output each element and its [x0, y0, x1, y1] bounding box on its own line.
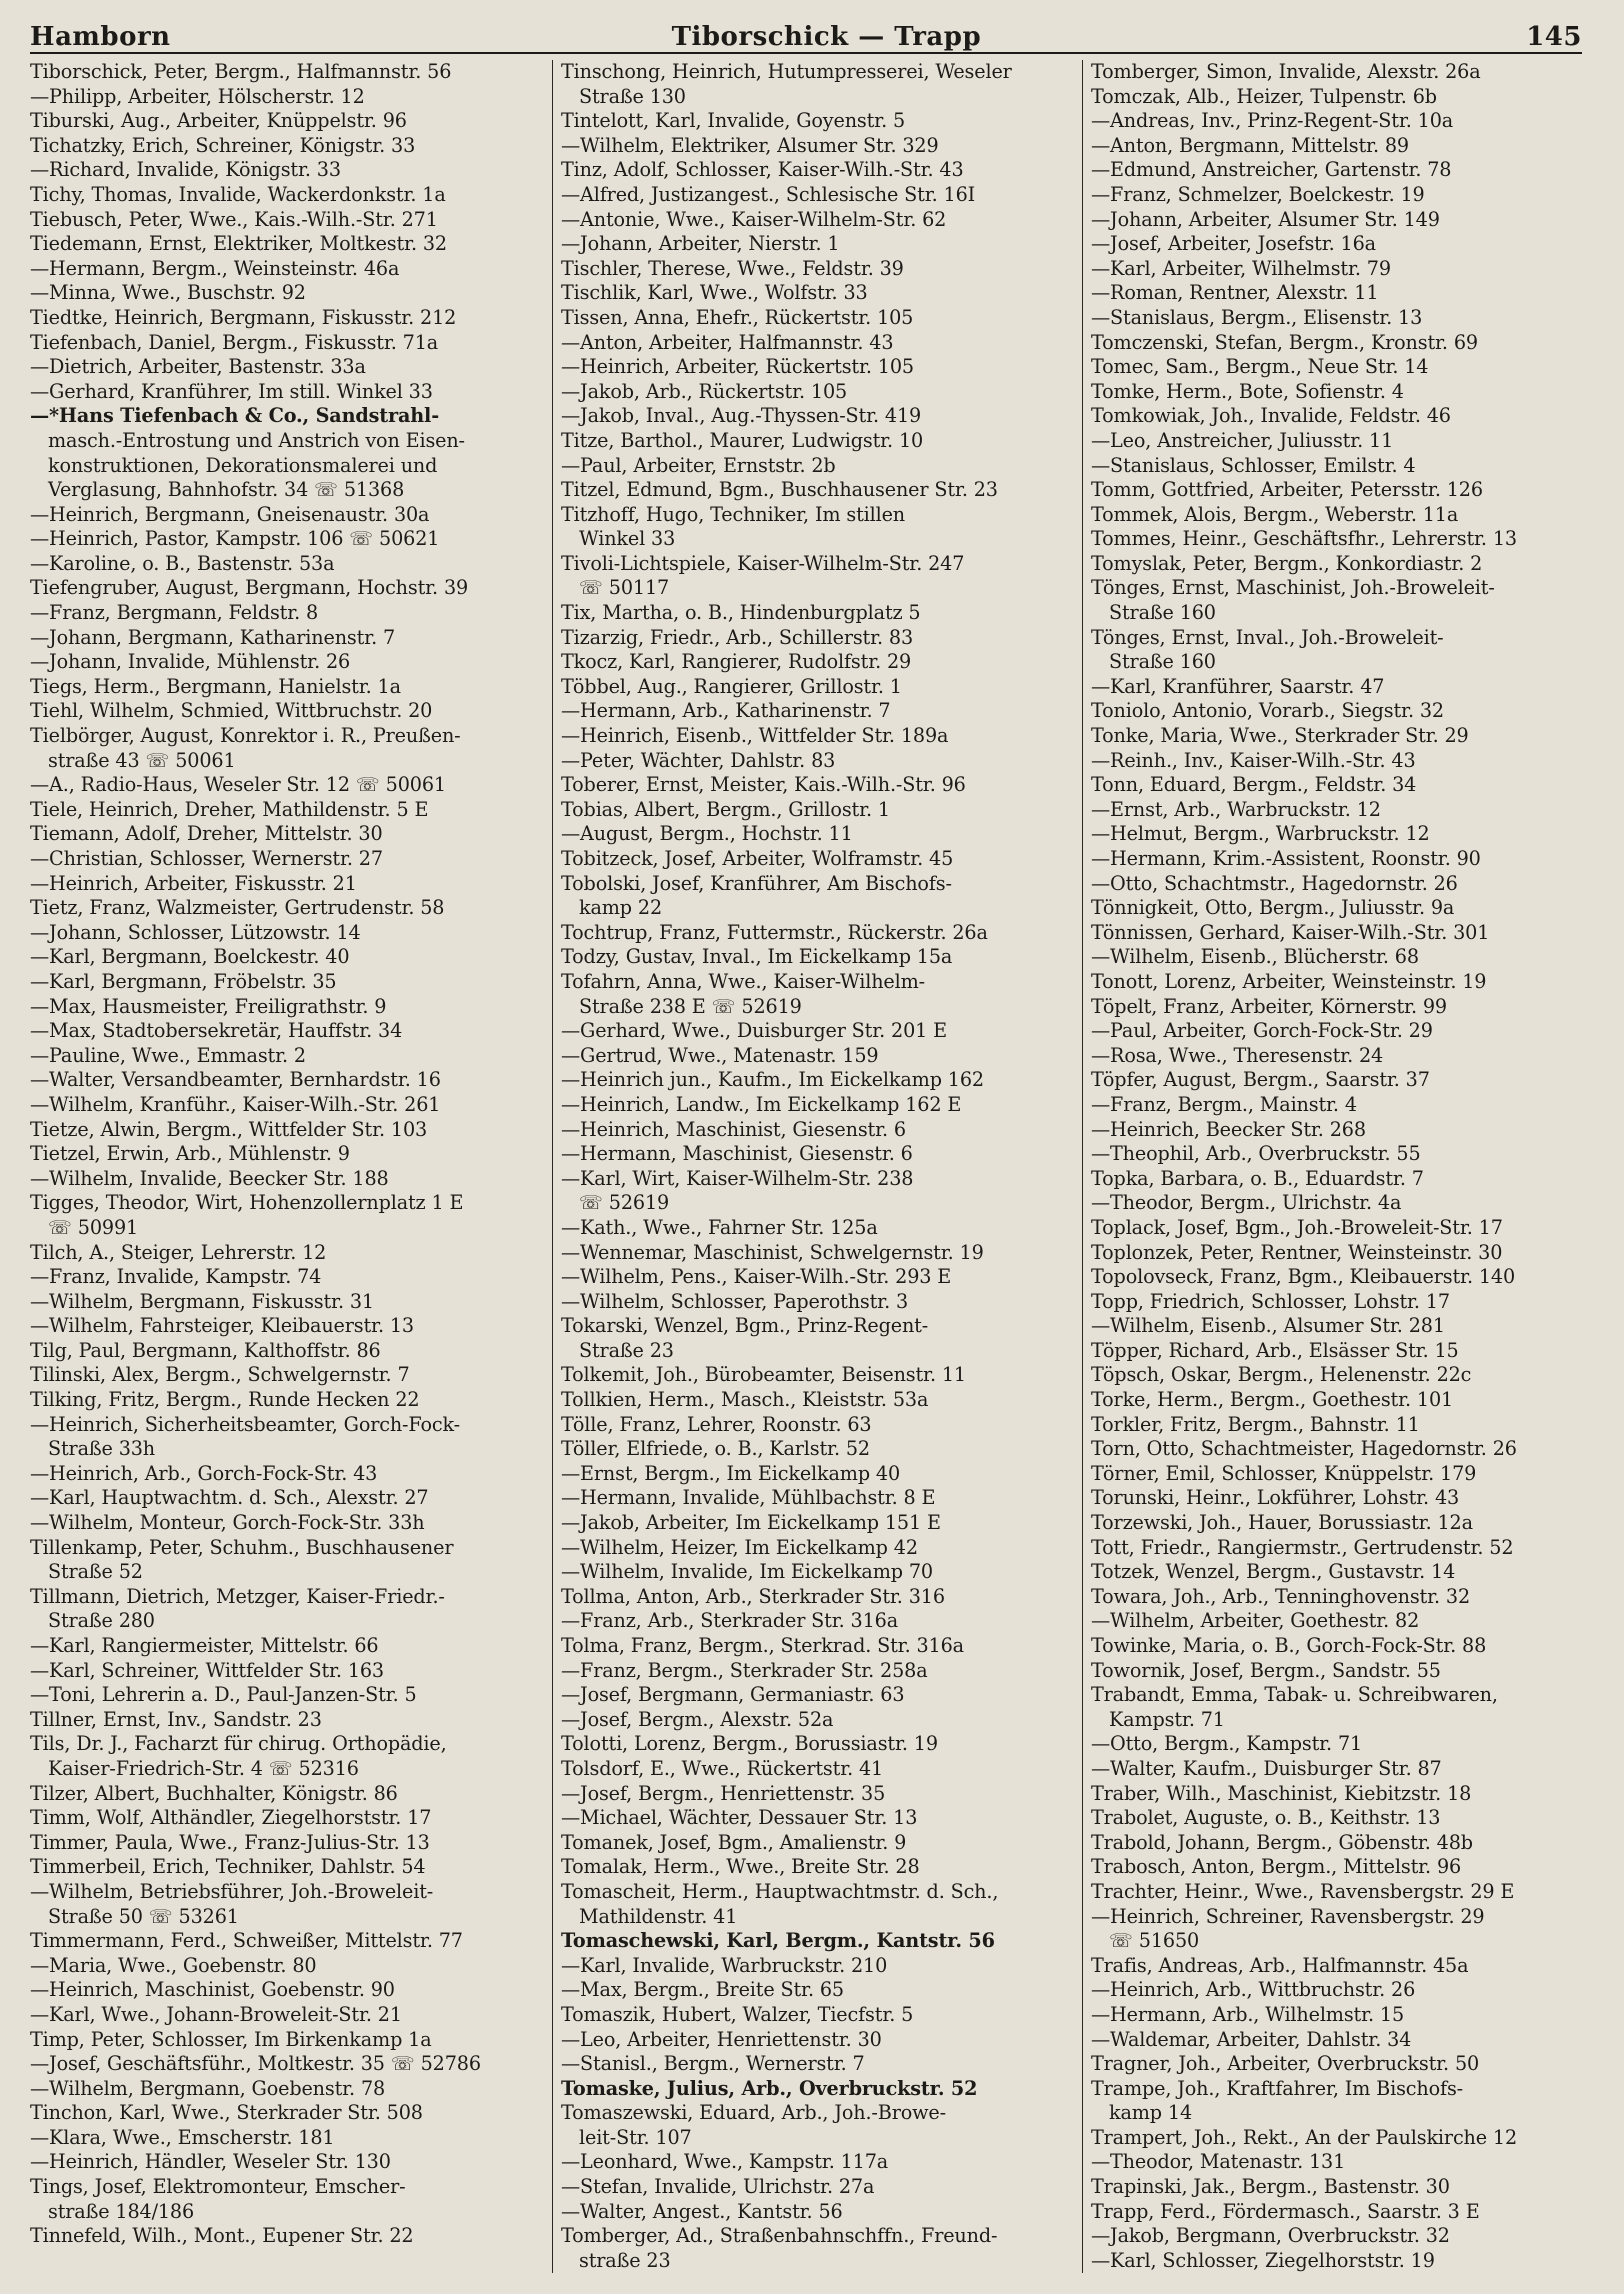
- directory-entry: —Franz, Invalide, Kampstr. 74: [30, 1265, 322, 1289]
- directory-entry: —Heinrich, Pastor, Kampstr. 106 ☏ 50621: [30, 527, 440, 551]
- directory-entry: —Kath., Wwe., Fahrner Str. 125a: [561, 1215, 878, 1239]
- directory-entry: Tofahrn, Anna, Wwe., Kaiser-Wilhelm-: [561, 969, 925, 993]
- directory-entry: Tischlik, Karl, Wwe., Wolfstr. 33: [561, 281, 868, 305]
- directory-entry: Towara, Joh., Arb., Tenninghovenstr. 32: [1091, 1584, 1471, 1608]
- directory-entry: Tomaske, Julius, Arb., Overbruckstr. 52: [561, 2076, 978, 2100]
- directory-entry: Timmerbeil, Erich, Techniker, Dahlstr. 54: [30, 1855, 426, 1879]
- directory-entry: —Paul, Arbeiter, Ernststr. 2b: [561, 453, 836, 477]
- directory-entry: —Heinrich, Maschinist, Giesenstr. 6: [561, 1117, 906, 1141]
- directory-entry: Többel, Aug., Rangierer, Grillostr. 1: [561, 674, 902, 698]
- directory-entry: Todzy, Gustav, Inval., Im Eickelkamp 15a: [561, 945, 953, 969]
- directory-entry: —Pauline, Wwe., Emmastr. 2: [30, 1043, 306, 1067]
- directory-entry: straße 43 ☏ 50061: [48, 748, 236, 772]
- directory-entry: straße 184/186: [48, 2199, 195, 2223]
- directory-entry: kamp 22: [579, 896, 663, 920]
- directory-entry: —Josef, Bergm., Henriettenstr. 35: [561, 1781, 886, 1805]
- directory-entry: —Franz, Schmelzer, Boelckestr. 19: [1091, 182, 1425, 206]
- directory-entry: —Karl, Rangiermeister, Mittelstr. 66: [30, 1634, 379, 1657]
- directory-entry: —Gertrud, Wwe., Matenastr. 159: [561, 1043, 879, 1067]
- directory-entry: Tolma, Franz, Bergm., Sterkrad. Str. 316a: [561, 1634, 964, 1657]
- directory-entry: Toplonzek, Peter, Rentner, Weinsteinstr. 30: [1091, 1240, 1503, 1264]
- directory-entry: Straße 280: [48, 1609, 155, 1633]
- directory-entry: Trapinski, Jak., Bergm., Bastenstr. 30: [1091, 2175, 1450, 2199]
- directory-entry: Tott, Friedr., Rangiermstr., Gertrudenstr. 52: [1091, 1535, 1514, 1559]
- page-number: 145: [1526, 22, 1582, 52]
- directory-entry: Tokarski, Wenzel, Bgm., Prinz-Regent-: [561, 1314, 929, 1338]
- directory-entry: —Heinrich, Eisenb., Wittfelder Str. 189a: [561, 724, 949, 748]
- directory-entry: Tilking, Fritz, Bergm., Runde Hecken 22: [30, 1388, 420, 1412]
- directory-entry: —Anton, Arbeiter, Halfmannstr. 43: [561, 330, 894, 354]
- directory-entry: Kampstr. 71: [1109, 1707, 1225, 1731]
- directory-entry: Tobitzeck, Josef, Arbeiter, Wolframstr. 45: [561, 847, 954, 870]
- directory-entry: Tilch, A., Steiger, Lehrerstr. 12: [30, 1240, 327, 1264]
- directory-entry: —Josef, Geschäftsführ., Moltkestr. 35 ☏ 52786: [30, 2052, 481, 2076]
- directory-entry: Trampert, Joh., Rekt., An der Paulskirche 12: [1091, 2125, 1518, 2149]
- directory-entry: —Hermann, Arb., Katharinenstr. 7: [561, 699, 891, 723]
- directory-entry: Torn, Otto, Schachtmeister, Hagedornstr. 26: [1091, 1437, 1517, 1461]
- directory-entry: Toniolo, Antonio, Vorarb., Siegstr. 32: [1091, 699, 1444, 723]
- directory-entry: —Theodor, Bergm., Ulrichstr. 4a: [1091, 1191, 1402, 1215]
- directory-entry: Tiele, Heinrich, Dreher, Mathildenstr. 5 E: [30, 797, 429, 821]
- directory-entry: ☏ 50991: [48, 1215, 139, 1239]
- directory-entry: —Karoline, o. B., Bastenstr. 53a: [30, 551, 335, 575]
- directory-entry: —Rosa, Wwe., Theresenstr. 24: [1091, 1043, 1384, 1067]
- directory-entry: ☏ 51650: [1109, 1929, 1200, 1953]
- directory-entry: —Karl, Schlosser, Ziegelhorststr. 19: [1091, 2248, 1435, 2272]
- directory-entry: Titzhoff, Hugo, Techniker, Im stillen: [561, 502, 906, 526]
- directory-entry: —Helmut, Bergm., Warbruckstr. 12: [1091, 822, 1430, 846]
- directory-entry: Tomaschewski, Karl, Bergm., Kantstr. 56: [561, 1929, 995, 1953]
- directory-entry: Tomaszewski, Eduard, Arb., Joh.-Browe-: [561, 2101, 946, 2125]
- directory-entry: Straße 160: [1109, 601, 1216, 625]
- directory-entry: —Wilhelm, Eisenb., Blücherstr. 68: [1091, 945, 1419, 969]
- directory-entry: —Max, Bergm., Breite Str. 65: [561, 1978, 844, 2002]
- directory-entry: Trabandt, Emma, Tabak- u. Schreibwaren,: [1091, 1683, 1498, 1707]
- directory-entry: Tinchon, Karl, Wwe., Sterkrader Str. 508: [30, 2101, 423, 2125]
- directory-entry: Tielbörger, August, Konrektor i. R., Preußen-: [30, 724, 461, 748]
- directory-entry: —Gerhard, Wwe., Duisburger Str. 201 E: [561, 1019, 948, 1043]
- directory-entry: —Josef, Arbeiter, Josefstr. 16a: [1091, 232, 1376, 256]
- directory-entry: Tonott, Lorenz, Arbeiter, Weinsteinstr. 19: [1091, 969, 1487, 993]
- directory-entry: Töller, Elfriede, o. B., Karlstr. 52: [561, 1437, 870, 1461]
- directory-entry: Tillenkamp, Peter, Schuhm., Buschhausener: [30, 1535, 454, 1559]
- directory-entry: —Minna, Wwe., Buschstr. 92: [30, 281, 306, 305]
- directory-entry: —Wilhelm, Kranführ., Kaiser-Wilh.-Str. 261: [30, 1092, 441, 1116]
- directory-entry: —Richard, Invalide, Königstr. 33: [30, 158, 341, 182]
- directory-entry: —Franz, Bergm., Mainstr. 4: [1091, 1092, 1357, 1116]
- directory-entry: Verglasung, Bahnhofstr. 34 ☏ 51368: [48, 478, 405, 502]
- directory-entry: kamp 14: [1109, 2101, 1193, 2125]
- directory-entry: —Wilhelm, Heizer, Im Eickelkamp 42: [561, 1535, 918, 1559]
- directory-entry: Tomczenski, Stefan, Bergm., Kronstr. 69: [1091, 330, 1478, 354]
- directory-entry: —Karl, Arbeiter, Wilhelmstr. 79: [1091, 256, 1391, 280]
- directory-entry: Tiehl, Wilhelm, Schmied, Wittbruchstr. 20: [30, 699, 433, 723]
- directory-entry: —Leonhard, Wwe., Kampstr. 117a: [561, 2150, 889, 2174]
- directory-entry: —Waldemar, Arbeiter, Dahlstr. 34: [1091, 2027, 1412, 2051]
- directory-entry: Tilg, Paul, Bergmann, Kalthoffstr. 86: [30, 1338, 381, 1362]
- directory-entry: —Wilhelm, Betriebsführer, Joh.-Broweleit-: [30, 1879, 434, 1903]
- directory-entry: —Stefan, Invalide, Ulrichstr. 27a: [561, 2175, 875, 2199]
- directory-entry: Topolovseck, Franz, Bgm., Kleibauerstr. 140: [1091, 1265, 1516, 1289]
- directory-entry: Törner, Emil, Schlosser, Knüppelstr. 179: [1091, 1461, 1477, 1485]
- directory-entry: —*Hans Tiefenbach & Co., Sandstrahl-: [30, 404, 440, 428]
- directory-entry: —Toni, Lehrerin a. D., Paul-Janzen-Str. 5: [30, 1683, 417, 1707]
- directory-entry: —Wennemar, Maschinist, Schwelgernstr. 19: [561, 1240, 984, 1264]
- directory-entry: Tomyslak, Peter, Bergm., Konkordiastr. 2: [1091, 551, 1483, 575]
- directory-entry: —Heinrich, Sicherheitsbeamter, Gorch-Fock-: [30, 1412, 460, 1436]
- directory-entry: ☏ 52619: [579, 1191, 670, 1215]
- directory-entry: Titze, Barthol., Maurer, Ludwigstr. 10: [561, 428, 924, 452]
- directory-entry: —Johann, Arbeiter, Alsumer Str. 149: [1091, 207, 1440, 231]
- directory-entry: Kaiser-Friedrich-Str. 4 ☏ 52316: [48, 1756, 359, 1780]
- directory-entry: Tivoli-Lichtspiele, Kaiser-Wilhelm-Str. 247: [561, 551, 965, 575]
- directory-entry: Straße 33h: [48, 1437, 156, 1461]
- directory-entry: —Wilhelm, Fahrsteiger, Kleibauerstr. 13: [30, 1314, 414, 1338]
- directory-entry: Straße 160: [1109, 650, 1216, 674]
- directory-entry: —Heinrich, Schreiner, Ravensbergstr. 29: [1091, 1904, 1485, 1928]
- directory-entry: —Wilhelm, Invalide, Beecker Str. 188: [30, 1166, 389, 1190]
- directory-entry: Tobolski, Josef, Kranführer, Am Bischofs-: [561, 871, 952, 895]
- directory-entry: Tix, Martha, o. B., Hindenburgplatz 5: [561, 601, 921, 625]
- directory-entry: Titzel, Edmund, Bgm., Buschhausener Str. 23: [561, 478, 998, 502]
- directory-entry: —Leo, Arbeiter, Henriettenstr. 30: [561, 2027, 882, 2051]
- directory-entry: Toplack, Josef, Bgm., Joh.-Broweleit-Str. 17: [1091, 1215, 1503, 1239]
- directory-entry: Timm, Wolf, Althändler, Ziegelhorststr. 17: [30, 1806, 432, 1830]
- directory-entry: —Reinh., Inv., Kaiser-Wilh.-Str. 43: [1091, 748, 1416, 772]
- directory-entry: Traber, Wilh., Maschinist, Kiebitzstr. 18: [1091, 1781, 1472, 1805]
- directory-entry: Tinschong, Heinrich, Hutumpresserei, Weseler: [561, 60, 1012, 83]
- directory-entry: —Karl, Wirt, Kaiser-Wilhelm-Str. 238: [561, 1166, 914, 1190]
- directory-entry: Tönges, Ernst, Inval., Joh.-Broweleit-: [1091, 625, 1444, 649]
- directory-entry: Tonn, Eduard, Bergm., Feldstr. 34: [1091, 773, 1417, 797]
- directory-entry: Tomkowiak, Joh., Invalide, Feldstr. 46: [1091, 404, 1451, 428]
- directory-entry: Tiborschick, Peter, Bergm., Halfmannstr. 56: [30, 60, 452, 83]
- directory-entry: Tils, Dr. J., Facharzt für chirug. Orthopädie,: [30, 1732, 447, 1756]
- directory-entry: Tönnigkeit, Otto, Bergm., Juliusstr. 9a: [1091, 896, 1455, 920]
- directory-entry: —Dietrich, Arbeiter, Bastenstr. 33a: [30, 355, 366, 379]
- directory-entry: Tomascheit, Herm., Hauptwachtmstr. d. Sch.,: [561, 1879, 999, 1903]
- directory-entry: —Maria, Wwe., Goebenstr. 80: [30, 1953, 317, 1977]
- directory-entry: Tobias, Albert, Bergm., Grillostr. 1: [561, 797, 890, 821]
- directory-entry: Tietz, Franz, Walzmeister, Gertrudenstr. 58: [30, 896, 445, 920]
- directory-entry: —August, Bergm., Hochstr. 11: [561, 822, 853, 846]
- directory-entry: leit-Str. 107: [579, 2125, 692, 2149]
- directory-entry: —Walter, Angest., Kantstr. 56: [561, 2199, 843, 2223]
- directory-entry: —Jakob, Inval., Aug.-Thyssen-Str. 419: [561, 404, 922, 428]
- directory-entry: —Anton, Bergmann, Mittelstr. 89: [1091, 133, 1409, 157]
- directory-entry: —Gerhard, Kranführer, Im still. Winkel 33: [30, 379, 433, 403]
- directory-entry: —Johann, Schlosser, Lützowstr. 14: [30, 920, 361, 944]
- directory-entry: Tomberger, Simon, Invalide, Alexstr. 26a: [1091, 60, 1481, 83]
- directory-entry: Timmer, Paula, Wwe., Franz-Julius-Str. 13: [30, 1830, 430, 1854]
- directory-entry: konstruktionen, Dekorationsmalerei und: [48, 453, 438, 477]
- directory-entry: —Jakob, Arbeiter, Im Eickelkamp 151 E: [561, 1511, 941, 1535]
- directory-entry: Tochtrup, Franz, Futtermstr., Rückerstr. 26a: [561, 920, 988, 944]
- directory-entry: —Karl, Hauptwachtm. d. Sch., Alexstr. 27: [30, 1486, 429, 1510]
- directory-entry: Straße 130: [579, 84, 686, 108]
- directory-entry: Tomberger, Ad., Straßenbahnschffn., Freund-: [561, 2224, 998, 2248]
- directory-entry: Tichatzky, Erich, Schreiner, Königstr. 33: [30, 133, 416, 157]
- column-2: [552, 60, 1080, 2273]
- directory-entry: Tommes, Heinr., Geschäftsfhr., Lehrerstr. 13: [1091, 527, 1517, 551]
- directory-entry: Töpsch, Oskar, Bergm., Helenenstr. 22c: [1091, 1363, 1472, 1387]
- directory-entry: Tolotti, Lorenz, Bergm., Borussiastr. 19: [561, 1732, 938, 1756]
- directory-entry: —Karl, Schreiner, Wittfelder Str. 163: [30, 1658, 384, 1682]
- directory-entry: —Michael, Wächter, Dessauer Str. 13: [561, 1806, 918, 1830]
- directory-entry: —Hermann, Invalide, Mühlbachstr. 8 E: [561, 1486, 936, 1510]
- directory-entry: —Ernst, Arb., Warbruckstr. 12: [1091, 797, 1381, 821]
- directory-entry: Tichy, Thomas, Invalide, Wackerdonkstr. 1a: [30, 182, 446, 206]
- directory-entry: Tollma, Anton, Arb., Sterkrader Str. 316: [561, 1584, 945, 1608]
- directory-entry: —Karl, Invalide, Warbruckstr. 210: [561, 1953, 888, 1977]
- directory-entry: —Hermann, Maschinist, Giesenstr. 6: [561, 1142, 913, 1166]
- directory-entry: Trampe, Joh., Kraftfahrer, Im Bischofs-: [1091, 2076, 1463, 2100]
- directory-entry: Towinke, Maria, o. B., Gorch-Fock-Str. 88: [1091, 1634, 1487, 1657]
- directory-entry: —Walter, Versandbeamter, Bernhardstr. 16: [30, 1068, 441, 1092]
- directory-entry: —Wilhelm, Eisenb., Alsumer Str. 281: [1091, 1314, 1445, 1338]
- directory-entry: —Franz, Arb., Sterkrader Str. 316a: [561, 1609, 898, 1633]
- directory-entry: —Johann, Arbeiter, Nierstr. 1: [561, 232, 840, 256]
- directory-entry: —Wilhelm, Monteur, Gorch-Fock-Str. 33h: [30, 1511, 425, 1535]
- directory-entry: Tilinski, Alex, Bergm., Schwelgernstr. 7: [30, 1363, 410, 1387]
- directory-entry: Straße 238 E ☏ 52619: [579, 994, 802, 1018]
- directory-entry: Straße 23: [579, 1338, 674, 1362]
- directory-entry: Straße 52: [48, 1560, 143, 1584]
- directory-entry: Tizarzig, Friedr., Arb., Schillerstr. 83: [561, 625, 914, 649]
- header-city: Hamborn: [30, 22, 171, 52]
- directory-entry: Tiedemann, Ernst, Elektriker, Moltkestr. 32: [30, 232, 447, 256]
- directory-entry: —A., Radio-Haus, Weseler Str. 12 ☏ 50061: [30, 773, 446, 797]
- directory-entry: —Theodor, Matenastr. 131: [1091, 2150, 1346, 2174]
- directory-entry: —Heinrich, Arb., Gorch-Fock-Str. 43: [30, 1461, 378, 1485]
- directory-entry: —Heinrich, Arb., Wittbruchstr. 26: [1091, 1978, 1416, 2002]
- directory-entry: Torunski, Heinr., Lokführer, Lohstr. 43: [1091, 1486, 1460, 1510]
- directory-entry: —Max, Hausmeister, Freiligrathstr. 9: [30, 994, 387, 1018]
- directory-entry: —Franz, Bergm., Sterkrader Str. 258a: [561, 1658, 928, 1682]
- directory-entry: Timmermann, Ferd., Schweißer, Mittelstr. 77: [30, 1929, 463, 1953]
- directory-entry: Toberer, Ernst, Meister, Kais.-Wilh.-Str. 96: [561, 773, 966, 797]
- directory-entry: —Josef, Bergmann, Germaniastr. 63: [561, 1683, 905, 1707]
- directory-entry: Tintelott, Karl, Invalide, Goyenstr. 5: [561, 109, 906, 133]
- directory-entry: Tiemann, Adolf, Dreher, Mittelstr. 30: [30, 822, 383, 846]
- directory-entry: —Alfred, Justizangest., Schlesische Str. 16I: [561, 182, 976, 206]
- directory-entry: —Heinrich, Bergmann, Gneisenaustr. 30a: [30, 502, 430, 526]
- directory-entry: straße 23: [579, 2248, 671, 2272]
- directory-entry: Tiedtke, Heinrich, Bergmann, Fiskusstr. 212: [30, 305, 457, 329]
- directory-entry: Tomm, Gottfried, Arbeiter, Petersstr. 126: [1091, 478, 1483, 502]
- directory-entry: Trabolet, Auguste, o. B., Keithstr. 13: [1091, 1806, 1441, 1830]
- directory-entry: —Wilhelm, Pens., Kaiser-Wilh.-Str. 293 E: [561, 1265, 952, 1289]
- directory-entry: —Heinrich, Arbeiter, Fiskusstr. 21: [30, 871, 357, 895]
- directory-entry: Töpfer, August, Bergm., Saarstr. 37: [1091, 1068, 1430, 1092]
- directory-entry: Tinnefeld, Wilh., Mont., Eupener Str. 22: [30, 2224, 414, 2248]
- directory-entry: Tinz, Adolf, Schlosser, Kaiser-Wilh.-Str. 43: [561, 158, 964, 182]
- directory-entry: Tissen, Anna, Ehefr., Rückertstr. 105: [561, 305, 914, 329]
- directory-entry: —Heinrich jun., Kaufm., Im Eickelkamp 162: [561, 1068, 984, 1092]
- directory-entry: Tillmann, Dietrich, Metzger, Kaiser-Friedr.-: [30, 1584, 445, 1608]
- directory-entry: —Wilhelm, Schlosser, Paperothstr. 3: [561, 1289, 909, 1313]
- directory-entry: Straße 50 ☏ 53261: [48, 1904, 239, 1928]
- directory-entry: Tiefenbach, Daniel, Bergm., Fiskusstr. 71a: [30, 330, 439, 354]
- directory-entry: —Klara, Wwe., Emscherstr. 181: [30, 2125, 335, 2149]
- directory-entry: —Max, Stadtobersekretär, Hauffstr. 34: [30, 1019, 403, 1043]
- directory-entry: —Karl, Wwe., Johann-Broweleit-Str. 21: [30, 2002, 402, 2026]
- directory-entry: —Karl, Bergmann, Fröbelstr. 35: [30, 969, 337, 993]
- directory-entry: —Walter, Kaufm., Duisburger Str. 87: [1091, 1756, 1442, 1780]
- directory-entry: Topp, Friedrich, Schlosser, Lohstr. 17: [1091, 1289, 1450, 1313]
- directory-entry: Tischler, Therese, Wwe., Feldstr. 39: [561, 256, 904, 280]
- page-header: [30, 18, 1582, 54]
- directory-entry: —Johann, Bergmann, Katharinenstr. 7: [30, 625, 396, 649]
- directory-entry: Tings, Josef, Elektromonteur, Emscher-: [30, 2175, 406, 2199]
- directory-entry: Totzek, Wenzel, Bergm., Gustavstr. 14: [1091, 1560, 1456, 1584]
- directory-entry: Tiburski, Aug., Arbeiter, Knüppelstr. 96: [30, 109, 407, 133]
- directory-entry: —Hermann, Arb., Wilhelmstr. 15: [1091, 2002, 1405, 2026]
- directory-entry: Töpelt, Franz, Arbeiter, Körnerstr. 99: [1091, 994, 1447, 1018]
- directory-entry: —Christian, Schlosser, Wernerstr. 27: [30, 847, 383, 870]
- entry-columns: [30, 60, 1594, 2273]
- directory-entry: —Stanislaus, Bergm., Elisenstr. 13: [1091, 305, 1423, 329]
- directory-entry: Tomaszik, Hubert, Walzer, Tiecfstr. 5: [561, 2002, 914, 2026]
- directory-entry: Tolsdorf, E., Wwe., Rückertstr. 41: [561, 1756, 884, 1780]
- directory-entry: —Jakob, Arb., Rückertstr. 105: [561, 379, 848, 403]
- directory-entry: Tonke, Maria, Wwe., Sterkrader Str. 29: [1091, 724, 1469, 748]
- directory-entry: —Ernst, Bergm., Im Eickelkamp 40: [561, 1461, 901, 1485]
- directory-entry: Tiebusch, Peter, Wwe., Kais.-Wilh.-Str. 271: [30, 207, 438, 231]
- directory-entry: —Hermann, Bergm., Weinsteinstr. 46a: [30, 256, 400, 280]
- directory-entry: Tomalak, Herm., Wwe., Breite Str. 28: [561, 1855, 920, 1879]
- directory-entry: —Theophil, Arb., Overbruckstr. 55: [1091, 1142, 1421, 1166]
- directory-entry: —Wilhelm, Arbeiter, Goethestr. 82: [1091, 1609, 1420, 1633]
- directory-entry: —Hermann, Krim.-Assistent, Roonstr. 90: [1091, 847, 1481, 870]
- directory-entry: Tiefengruber, August, Bergmann, Hochstr. 39: [30, 576, 469, 600]
- directory-entry: Trafis, Andreas, Arb., Halfmannstr. 45a: [1091, 1953, 1469, 1977]
- directory-entry: Tiegs, Herm., Bergmann, Hanielstr. 1a: [30, 674, 401, 698]
- directory-entry: —Wilhelm, Bergmann, Fiskusstr. 31: [30, 1289, 374, 1313]
- directory-entry: —Johann, Invalide, Mühlenstr. 26: [30, 650, 351, 674]
- directory-entry: Tölle, Franz, Lehrer, Roonstr. 63: [561, 1412, 872, 1436]
- directory-entry: Tragner, Joh., Arbeiter, Overbruckstr. 50: [1091, 2052, 1480, 2076]
- column-3: [1082, 60, 1610, 2273]
- directory-entry: —Andreas, Inv., Prinz-Regent-Str. 10a: [1091, 109, 1454, 133]
- directory-entry: Torkler, Fritz, Bergm., Bahnstr. 11: [1091, 1412, 1420, 1436]
- directory-entry: Trachter, Heinr., Wwe., Ravensbergstr. 29 E: [1091, 1879, 1515, 1903]
- directory-entry: Tönnissen, Gerhard, Kaiser-Wilh.-Str. 301: [1091, 920, 1490, 944]
- directory-entry: Tietze, Alwin, Bergm., Wittfelder Str. 103: [30, 1117, 428, 1141]
- directory-entry: Tomke, Herm., Bote, Sofienstr. 4: [1091, 379, 1404, 403]
- directory-entry: Tigges, Theodor, Wirt, Hohenzollernplatz 1 E: [30, 1191, 464, 1215]
- directory-entry: Mathildenstr. 41: [579, 1904, 738, 1928]
- directory-entry: —Heinrich, Händler, Weseler Str. 130: [30, 2150, 391, 2174]
- directory-entry: —Roman, Rentner, Alexstr. 11: [1091, 281, 1379, 305]
- directory-entry: ☏ 50117: [579, 576, 670, 600]
- directory-entry: Tommek, Alois, Bergm., Weberstr. 11a: [1091, 502, 1459, 526]
- directory-entry: —Otto, Bergm., Kampstr. 71: [1091, 1732, 1363, 1756]
- directory-entry: —Otto, Schachtmstr., Hagedornstr. 26: [1091, 871, 1458, 895]
- directory-entry: —Peter, Wächter, Dahlstr. 83: [561, 748, 836, 772]
- directory-entry: —Heinrich, Arbeiter, Rückertstr. 105: [561, 355, 914, 379]
- directory-entry: Timp, Peter, Schlosser, Im Birkenkamp 1a: [30, 2027, 432, 2051]
- directory-entry: Tomec, Sam., Bergm., Neue Str. 14: [1091, 355, 1429, 379]
- directory-entry: Torke, Herm., Bergm., Goethestr. 101: [1091, 1388, 1454, 1412]
- directory-entry: —Antonie, Wwe., Kaiser-Wilhelm-Str. 62: [561, 207, 947, 231]
- directory-entry: —Josef, Bergm., Alexstr. 52a: [561, 1707, 834, 1731]
- directory-entry: —Wilhelm, Bergmann, Goebenstr. 78: [30, 2076, 386, 2100]
- directory-entry: Trabosch, Anton, Bergm., Mittelstr. 96: [1091, 1855, 1462, 1879]
- directory-entry: —Leo, Anstreicher, Juliusstr. 11: [1091, 428, 1394, 452]
- directory-entry: —Karl, Bergmann, Boelckestr. 40: [30, 945, 350, 969]
- directory-entry: —Wilhelm, Elektriker, Alsumer Str. 329: [561, 133, 939, 157]
- directory-entry: —Edmund, Anstreicher, Gartenstr. 78: [1091, 158, 1452, 182]
- directory-entry: Topka, Barbara, o. B., Eduardstr. 7: [1091, 1166, 1424, 1190]
- directory-entry: Trabold, Johann, Bergm., Göbenstr. 48b: [1091, 1830, 1473, 1854]
- directory-entry: —Karl, Kranführer, Saarstr. 47: [1091, 674, 1385, 698]
- directory-entry: Tomanek, Josef, Bgm., Amalienstr. 9: [561, 1830, 907, 1854]
- directory-entry: Tillner, Ernst, Inv., Sandstr. 23: [30, 1707, 322, 1731]
- directory-entry: —Heinrich, Landw., Im Eickelkamp 162 E: [561, 1092, 962, 1116]
- header-range: Tiborschick — Trapp: [671, 22, 982, 52]
- directory-entry: —Heinrich, Beecker Str. 268: [1091, 1117, 1366, 1141]
- directory-entry: Tollkien, Herm., Masch., Kleiststr. 53a: [561, 1388, 929, 1412]
- directory-entry: —Heinrich, Maschinist, Goebenstr. 90: [30, 1978, 395, 2002]
- directory-entry: Tomczak, Alb., Heizer, Tulpenstr. 6b: [1091, 84, 1437, 108]
- directory-entry: —Franz, Bergmann, Feldstr. 8: [30, 601, 319, 625]
- directory-entry: Tietzel, Erwin, Arb., Mühlenstr. 9: [30, 1142, 350, 1166]
- directory-entry: Töpper, Richard, Arb., Elsässer Str. 15: [1091, 1338, 1459, 1362]
- directory-entry: —Wilhelm, Invalide, Im Eickelkamp 70: [561, 1560, 933, 1584]
- directory-entry: Tilzer, Albert, Buchhalter, Königstr. 86: [30, 1781, 398, 1805]
- directory-entry: Winkel 33: [579, 527, 676, 551]
- directory-entry: Towornik, Josef, Bergm., Sandstr. 55: [1091, 1658, 1441, 1682]
- directory-entry: —Jakob, Bergmann, Overbruckstr. 32: [1091, 2224, 1450, 2248]
- directory-entry: —Stanislaus, Schlosser, Emilstr. 4: [1091, 453, 1416, 477]
- directory-entry: —Philipp, Arbeiter, Hölscherstr. 12: [30, 84, 365, 108]
- directory-entry: —Paul, Arbeiter, Gorch-Fock-Str. 29: [1091, 1019, 1433, 1043]
- directory-entry: Torzewski, Joh., Hauer, Borussiastr. 12a: [1091, 1511, 1473, 1535]
- directory-entry: Tolkemit, Joh., Bürobeamter, Beisenstr. 11: [561, 1363, 966, 1387]
- directory-entry: Tkocz, Karl, Rangierer, Rudolfstr. 29: [561, 650, 912, 674]
- directory-entry: Tönges, Ernst, Maschinist, Joh.-Broweleit-: [1091, 576, 1495, 600]
- directory-entry: masch.-Entrostung und Anstrich von Eisen-: [48, 428, 465, 452]
- column-1: [30, 60, 550, 2273]
- directory-entry: Trapp, Ferd., Fördermasch., Saarstr. 3 E: [1091, 2199, 1480, 2223]
- directory-entry: —Stanisl., Bergm., Wernerstr. 7: [561, 2052, 865, 2076]
